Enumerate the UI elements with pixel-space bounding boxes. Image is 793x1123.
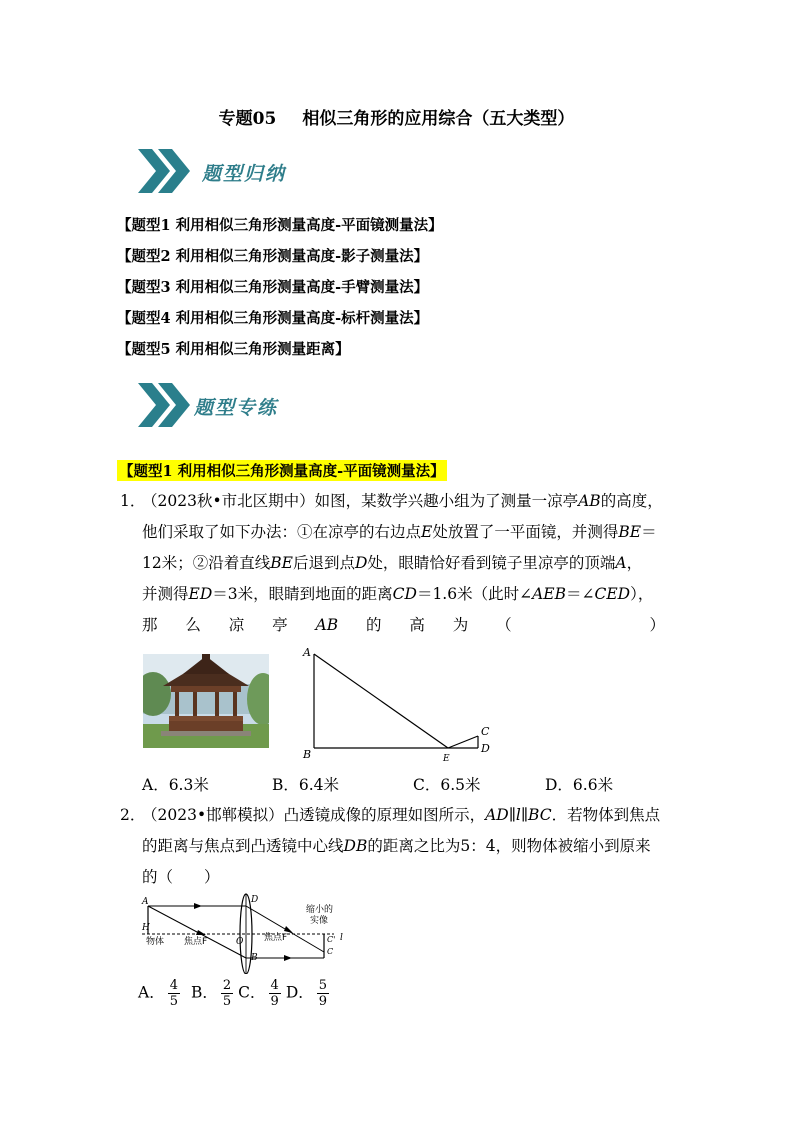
q2-options [138,978,332,1009]
label-B: B [303,748,312,761]
q2-lens-diagram [138,888,360,974]
q2-number: 2． [120,806,146,824]
label-C: C [327,947,334,956]
q1-var: D [354,554,368,572]
segment-EC [448,736,478,748]
q1-var: AB [578,492,601,510]
q2-text: ∥ [508,806,516,824]
title-topic-name: 相似三角形的应用综合（五大类型） [302,109,575,129]
q1-line-2 [120,517,665,548]
q1-text: ， [626,554,643,572]
section-heading-type1: 【题型1 利用相似三角形测量高度-平面镜测量法】 [117,460,447,481]
label-focus-right: 焦点F [264,933,288,943]
q1-word: 凉 [228,616,245,634]
option-label: A． [138,983,165,1002]
q1-text: 处放置了一平面镜，并测得 [432,523,619,541]
q1-text: 的高度， [600,492,663,510]
ray-AB [148,906,246,958]
numerator: 4 [270,978,279,993]
q2-text: ∥ [520,806,529,824]
banner-practice [136,379,336,431]
fraction [168,978,180,1009]
option-label: D． [285,983,314,1002]
q1-text: ＝3米，眼睛到地面的距离 [212,585,393,603]
q2-line-2 [120,831,665,862]
page-title [0,104,793,129]
q2-var: DB [343,837,368,855]
q2-line-1 [120,800,665,831]
q2-text: 的距离与焦点到凸透镜中心线 [142,837,344,855]
pavilion-photo [143,654,269,748]
q1-option-b[interactable]: B．6.4米 [272,776,340,794]
q1-text: 12米；②沿着直线 [142,554,271,572]
arrow-head [196,930,206,935]
q2-text: 凸透镜成像的原理如图所示， [283,806,486,824]
banner-question-types [136,145,336,197]
q1-var: BE [618,523,642,541]
q1-word: 亭 [272,616,288,634]
toc-item-3[interactable]: 【题型3 利用相似三角形测量高度-手臂测量法】 [117,279,429,296]
fraction [221,978,233,1009]
q1-word: 高 [409,616,425,634]
label-C: C [481,725,490,738]
q1-text: ＝∠ [565,585,595,603]
double-chevron-icon [136,379,196,431]
q2-option-a[interactable] [138,978,183,1009]
q1-geometry-figure [298,644,498,768]
q1-text: ＝1.6米（此时∠ [416,585,533,603]
label-D: D [251,895,259,905]
q1-text: 处，眼睛恰好看到镜子里凉亭的顶端 [367,554,616,572]
denominator: 9 [270,994,279,1009]
denominator: 5 [222,994,232,1009]
q1-word: 么 [185,616,201,634]
double-chevron-icon [136,145,196,197]
q2-option-d[interactable] [286,978,332,1009]
q1-number: 1． [120,492,146,510]
q1-word: 为 [452,616,469,634]
question-2 [120,800,665,893]
q1-text: 并测得 [142,585,189,603]
q1-var: A [615,554,627,572]
q2-source: （2023•邯郸模拟） [142,806,284,824]
label-A: A [303,646,311,659]
toc-item-2[interactable]: 【题型2 利用相似三角形测量高度-影子测量法】 [117,248,429,265]
banner-label: 题型归纳 [202,163,287,185]
label-O: O [236,937,244,947]
title-topic-number: 专题05 [218,109,277,129]
q1-text: ＝ [641,523,657,541]
q1-text: 后退到点 [292,554,355,572]
label-focus-left: 焦点F [184,937,208,947]
q1-answer-paren-close: ） [649,616,665,634]
label-E: E [443,754,450,764]
arrow-head [194,903,202,909]
banner-label: 题型专练 [194,397,279,419]
q1-text: 如图，某数学兴趣小组为了测量一凉亭 [314,492,579,510]
q1-var: CD [392,585,417,603]
label-object: 物体 [146,937,165,947]
q1-var: ED [188,585,213,603]
toc-item-1[interactable]: 【题型1 利用相似三角形测量高度-平面镜测量法】 [117,217,443,234]
label-B: B [251,953,258,963]
q1-option-a[interactable]: A．6.3米 [142,776,209,794]
q1-text: 他们采取了如下办法：①在凉亭的右边点 [142,523,422,541]
q2-answer-paren[interactable]: 的（ ） [142,868,220,886]
q1-text: ）， [630,585,654,603]
q1-answer-paren-open[interactable]: （ [496,616,512,634]
q2-option-c[interactable] [238,978,284,1009]
label-A: A [142,897,149,907]
q1-line-5 [120,610,665,641]
q2-text: ．若物体到焦点 [551,806,661,824]
denominator: 9 [318,994,328,1009]
q1-word: 的 [365,616,382,634]
q2-var: l [515,806,521,824]
denominator: 5 [169,994,178,1009]
q1-option-d[interactable]: D．6.6米 [545,776,614,794]
arrow-head [284,926,293,933]
option-label: C． [238,983,266,1002]
q1-line-1 [120,486,665,517]
q1-line-4 [120,579,665,610]
segment-AE [314,654,448,748]
q1-var: BE [270,554,293,572]
label-H: H [142,923,150,933]
q1-var: CED [594,585,631,603]
numerator: 4 [169,978,178,993]
label-image-2: 实像 [310,916,329,926]
q1-var: E [421,523,433,541]
label-l: l [340,933,343,943]
toc-item-4[interactable]: 【题型4 利用相似三角形测量高度-标杆测量法】 [117,310,429,327]
q1-option-c[interactable]: C．6.5米 [413,776,481,794]
q2-text: 的距离之比为5：4，则物体被缩小到原来 [367,837,651,855]
label-image-1: 缩小的 [306,905,334,915]
q2-var: AD [485,806,509,824]
toc-item-5[interactable]: 【题型5 利用相似三角形测量距离】 [117,341,350,358]
q1-var: AEB [532,585,566,603]
fraction [317,978,329,1009]
option-label: B． [190,983,218,1002]
q1-word: AB [315,616,339,634]
numerator: 5 [318,978,328,993]
q1-source: （2023秋•市北区期中） [142,492,315,510]
question-1 [120,486,665,641]
label-D: D [481,742,490,755]
fraction [269,978,281,1009]
arrow-head [284,955,292,961]
label-C-prime: C' [327,935,336,944]
numerator: 2 [222,978,232,993]
q2-option-b[interactable] [191,978,236,1009]
q2-var: BC [528,806,552,824]
q1-word: 那 [142,616,158,634]
q1-line-3 [120,548,665,579]
